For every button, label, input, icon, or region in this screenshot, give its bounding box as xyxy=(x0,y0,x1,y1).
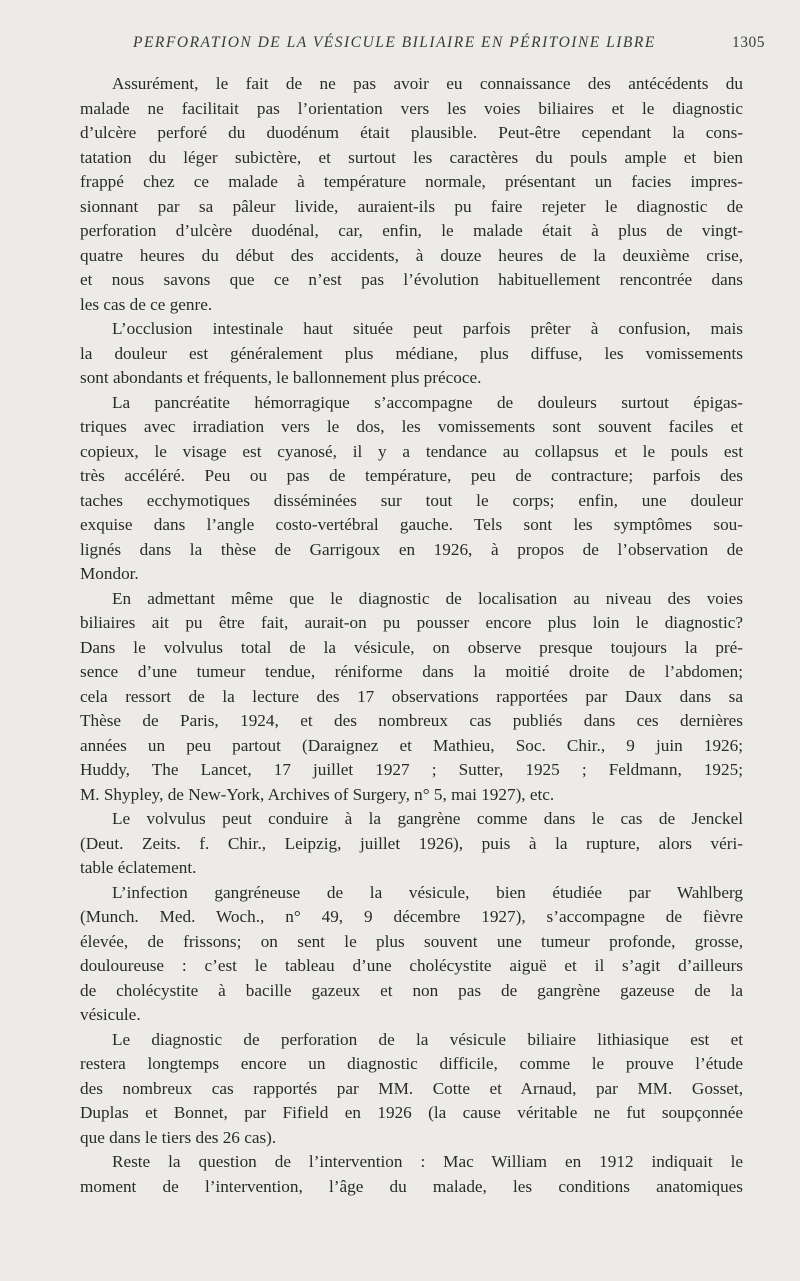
text-line: douloureuse : c’est le tableau d’une cholécystite aiguë et il s’agit d’ailleurs xyxy=(80,956,743,975)
text-line: Reste la question de l’intervention : Mac William en 1912 indiquait le xyxy=(112,1152,743,1171)
text-line: moment de l’intervention, l’âge du malade, les conditions anatomiques xyxy=(80,1176,743,1196)
text-line: d’ulcère perforé du duodénum était plausible. Peut-être cependant la cons- xyxy=(80,123,743,142)
text-line: quatre heures du début des accidents, à douze heures de la deuxième crise, xyxy=(80,245,743,265)
text-line: Dans le volvulus total de la vésicule, on observe presque toujours la pré- xyxy=(80,637,743,657)
text-line: restera longtemps encore un diagnostic difficile, comme le prouve l’étude xyxy=(80,1054,743,1073)
body-text xyxy=(80,72,743,1199)
text-line: sont abondants et fréquents, le ballonnement plus précoce. xyxy=(80,368,482,387)
text-line: L’occlusion intestinale haut située peut parfois prêter à confusion, mais xyxy=(112,319,743,338)
text-line: biliaires ait pu être fait, aurait-on pu pousser encore plus loin le diagnostic? xyxy=(80,613,743,632)
page-number: 1305 xyxy=(732,34,765,51)
text-line: sence d’une tumeur tendue, réniforme dans la moitié droite de l’abdomen; xyxy=(80,662,743,681)
text-line: frappé chez ce malade à température normale, présentant un facies impres- xyxy=(80,172,743,191)
text-line: et nous savons que ce n’est pas l’évolution habituellement rencontrée dans xyxy=(80,270,743,289)
text-line: perforation d’ulcère duodénal, car, enfin, le malade était à plus de vingt- xyxy=(80,221,743,240)
text-line: En admettant même que le diagnostic de localisation au niveau des voies xyxy=(112,588,743,608)
text-line: M. Shypley, de New-York, Archives of Surgery, n° 5, mai 1927), etc. xyxy=(80,784,555,804)
text-line: table éclatement. xyxy=(80,858,197,877)
running-head xyxy=(133,34,765,58)
text-line: très accéléré. Peu ou pas de température, peu de contracture; parfois des xyxy=(80,466,743,485)
text-line: années un peu partout (Daraignez et Mathieu, Soc. Chir., 9 juin 1926; xyxy=(80,735,743,755)
text-line: Le diagnostic de perforation de la vésicule biliaire lithiasique est et xyxy=(112,1029,743,1049)
text-line: copieux, le visage est cyanosé, il y a tendance au collapsus et le pouls est xyxy=(80,441,743,461)
text-line: tatation du léger subictère, et surtout les caractères du pouls ample et bien xyxy=(80,147,743,167)
text-line: L’infection gangréneuse de la vésicule, bien étudiée par Wahlberg xyxy=(112,882,743,902)
text-line: exquise dans l’angle costo-vertébral gauche. Tels sont les symptômes sou- xyxy=(80,515,743,534)
text-line: Assurément, le fait de ne pas avoir eu connaissance des antécédents du xyxy=(112,74,743,93)
text-line: les cas de ce genre. xyxy=(80,294,213,314)
text-line: cela ressort de la lecture des 17 observations rapportées par Daux dans sa xyxy=(80,686,743,706)
text-line: sionnant par sa pâleur livide, auraient-ils pu faire rejeter le diagnostic de xyxy=(80,196,743,216)
text-line: Duplas et Bonnet, par Fifield en 1926 (la cause véritable ne fut soupçonnée xyxy=(80,1103,743,1122)
text-line: lignés dans la thèse de Garrigoux en 1926, à propos de l’observation de xyxy=(80,539,743,559)
text-line: La pancréatite hémorragique s’accompagne de douleurs surtout épigas- xyxy=(112,392,743,412)
text-line: Huddy, The Lancet, 17 juillet 1927 ; Sutter, 1925 ; Feldmann, 1925; xyxy=(80,760,743,779)
text-line: (Munch. Med. Woch., n° 49, 9 décembre 1927), s’accompagne de fièvre xyxy=(80,907,743,926)
text-line: taches ecchymotiques disséminées sur tout le corps; enfin, une douleur xyxy=(80,490,743,510)
text-line: la douleur est généralement plus médiane, plus diffuse, les vomissements xyxy=(80,343,743,363)
text-line: de cholécystite à bacille gazeux et non pas de gangrène gazeuse de la xyxy=(80,980,743,1000)
text-line: des nombreux cas rapportés par MM. Cotte et Arnaud, par MM. Gosset, xyxy=(80,1078,743,1098)
text-line: élevée, de frissons; on sent le plus souvent une tumeur profonde, grosse, xyxy=(80,931,743,951)
text-line: Le volvulus peut conduire à la gangrène comme dans le cas de Jenckel xyxy=(112,809,743,828)
text-line: Thèse de Paris, 1924, et des nombreux cas publiés dans ces dernières xyxy=(80,711,743,730)
text-line: triques avec irradiation vers le dos, les vomissements sont souvent faciles et xyxy=(80,417,743,436)
running-head-title: PERFORATION DE LA VÉSICULE BILIAIRE EN PÉRITOINE LIBRE xyxy=(133,34,656,51)
text-line: malade ne facilitait pas l’orientation vers les voies biliaires et le diagnostic xyxy=(80,98,743,118)
text-line: (Deut. Zeits. f. Chir., Leipzig, juillet 1926), puis à la rupture, alors véri- xyxy=(80,833,743,853)
text-line: Mondor. xyxy=(80,564,139,583)
text-line: que dans le tiers des 26 cas). xyxy=(80,1127,277,1147)
text-line: vésicule. xyxy=(80,1005,141,1024)
